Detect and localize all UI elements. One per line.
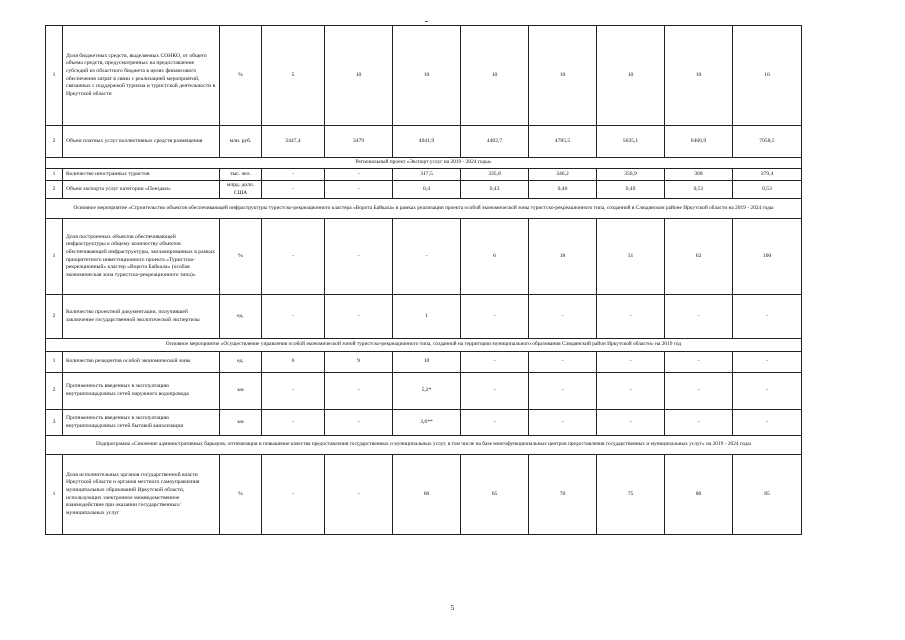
row-number-cell: 2 (46, 295, 63, 339)
value-col-7-cell: - (665, 410, 733, 436)
value-col-7-cell: 10 (665, 26, 733, 126)
value-col-1-cell: - (262, 373, 325, 410)
indicator-name-cell: Протяженность введенных в эксплуатацию внутриплощадочных сетей бытовой канализации (63, 410, 220, 436)
value-col-1-cell: - (262, 219, 325, 295)
value-col-1-cell: - (262, 169, 325, 181)
value-col-3-cell: 5,2* (393, 373, 461, 410)
indicator-name-cell: Объем платных услуг коллективных средств размещения (63, 126, 220, 158)
value-col-7-cell: - (665, 373, 733, 410)
section-header-row (46, 199, 802, 219)
value-col-1-cell: 3447,4 (262, 126, 325, 158)
value-col-8-cell: 0,53 (733, 181, 802, 199)
unit-cell: км (220, 373, 262, 410)
value-col-4-cell: - (461, 373, 529, 410)
value-col-6-cell: 5635,1 (597, 126, 665, 158)
value-col-7-cell: 368 (665, 169, 733, 181)
value-col-8-cell: 10 (733, 26, 802, 126)
unit-cell: % (220, 455, 262, 535)
unit-cell: км (220, 410, 262, 436)
value-col-6-cell: 356,9 (597, 169, 665, 181)
table-row (46, 410, 802, 436)
section-header-row (46, 339, 802, 352)
value-col-1-cell: 5 (262, 26, 325, 126)
value-col-5-cell: 0,46 (529, 181, 597, 199)
value-col-2-cell: - (325, 455, 393, 535)
indicator-name-cell: Доля бюджетных средств, выделяемых СОНКО, от общего объема средств, предусмотренных на предоставление субсидий из областного бюджета в целях финансового обеспечения затрат в связи с реализацией мероприятий, связанных с поддержкой туризма и туристской деятельности в Иркутской области (63, 26, 220, 126)
value-col-2-cell: - (325, 219, 393, 295)
value-col-5-cell: - (529, 295, 597, 339)
value-col-2-cell: 9 (325, 352, 393, 373)
indicator-name-cell: Доля построенных объектов обеспечивающей инфраструктуры к общему количеству объектов обеспечивающей инфраструктуры, запланированных в рамках приоритетного инвестиционного проекта «Туристско-рекреационный» кластер «Ворота Байкала» (особая экономическая зона туристско-рекреационного типа)» (63, 219, 220, 295)
value-col-6-cell: - (597, 352, 665, 373)
value-col-1-cell: - (262, 295, 325, 339)
table-row (46, 181, 802, 199)
row-number-cell: 2 (46, 373, 63, 410)
row-number-cell: 2 (46, 126, 63, 158)
row-number-cell: 1 (46, 219, 63, 295)
value-col-6-cell: - (597, 295, 665, 339)
value-col-8-cell: 379,4 (733, 169, 802, 181)
row-number-cell: 1 (46, 455, 63, 535)
value-col-7-cell: 6466,9 (665, 126, 733, 158)
value-col-1-cell: 6 (262, 352, 325, 373)
value-col-6-cell: - (597, 373, 665, 410)
value-col-8-cell: 7058,5 (733, 126, 802, 158)
value-col-2-cell: - (325, 181, 393, 199)
value-col-5-cell: - (529, 352, 597, 373)
value-col-6-cell: 75 (597, 455, 665, 535)
scan-mark (425, 21, 428, 22)
indicator-name-cell: Объем экспорта услуг категории «Поездки» (63, 181, 220, 199)
indicator-name-cell: Количество проектной документации, получившей заключение государственной экологической экспертизы (63, 295, 220, 339)
value-col-5-cell: 70 (529, 455, 597, 535)
unit-cell: % (220, 26, 262, 126)
unit-cell: тыс. чел. (220, 169, 262, 181)
value-col-1-cell: - (262, 410, 325, 436)
value-col-3-cell: 317,5 (393, 169, 461, 181)
table-row (46, 352, 802, 373)
value-col-6-cell: 31 (597, 219, 665, 295)
value-col-3-cell: 3,6** (393, 410, 461, 436)
value-col-1-cell: - (262, 181, 325, 199)
value-col-8-cell: - (733, 352, 802, 373)
table-row (46, 126, 802, 158)
value-col-6-cell: - (597, 410, 665, 436)
value-col-2-cell: - (325, 373, 393, 410)
indicator-name-cell: Протяженность введенных в эксплуатацию внутриплощадочных сетей наружного водопровода (63, 373, 220, 410)
unit-cell: ед. (220, 352, 262, 373)
section-header-row (46, 158, 802, 169)
unit-cell: млрд. долл. США (220, 181, 262, 199)
value-col-3-cell: - (393, 219, 461, 295)
value-col-3-cell: 4041,9 (393, 126, 461, 158)
value-col-7-cell: 80 (665, 455, 733, 535)
section-title: Региональный проект «Экспорт услуг на 2019 - 2024 годы» (46, 158, 802, 169)
section-title: Основное мероприятие «Строительство объектов обеспечивающей инфраструктуры туристско-рекреационного кластера «Ворота Байкала» в рамках реализации проекта особой экономической зоны туристско-рекреационного типа, созданной в Слюдянском районе Иркутской области на 2019 - 2024 годы (46, 199, 802, 219)
row-number-cell: 1 (46, 352, 63, 373)
section-header-row (46, 436, 802, 455)
indicator-name-cell: Количество иностранных туристов (63, 169, 220, 181)
indicators-table (45, 25, 802, 535)
row-number-cell: 1 (46, 169, 63, 181)
value-col-5-cell: 10 (529, 26, 597, 126)
value-col-6-cell: 0,49 (597, 181, 665, 199)
value-col-2-cell: 3479 (325, 126, 393, 158)
value-col-4-cell: 0,43 (461, 181, 529, 199)
value-col-8-cell: 85 (733, 455, 802, 535)
value-col-4-cell: 4402,7 (461, 126, 529, 158)
value-col-2-cell: - (325, 169, 393, 181)
value-col-3-cell: 0,4 (393, 181, 461, 199)
value-col-3-cell: 60 (393, 455, 461, 535)
table-row (46, 26, 802, 126)
value-col-4-cell: - (461, 410, 529, 436)
table-row (46, 373, 802, 410)
value-col-4-cell: - (461, 352, 529, 373)
value-col-2-cell: - (325, 410, 393, 436)
value-col-5-cell: 4785,5 (529, 126, 597, 158)
value-col-4-cell: 6 (461, 219, 529, 295)
value-col-8-cell: - (733, 373, 802, 410)
value-col-2-cell: 10 (325, 26, 393, 126)
value-col-7-cell: - (665, 352, 733, 373)
value-col-1-cell: - (262, 455, 325, 535)
value-col-7-cell: 62 (665, 219, 733, 295)
value-col-3-cell: 10 (393, 26, 461, 126)
value-col-5-cell: 18 (529, 219, 597, 295)
row-number-cell: 3 (46, 410, 63, 436)
value-col-7-cell: 0,51 (665, 181, 733, 199)
value-col-4-cell: 10 (461, 26, 529, 126)
value-col-8-cell: - (733, 410, 802, 436)
row-number-cell: 1 (46, 26, 63, 126)
value-col-8-cell: - (733, 295, 802, 339)
value-col-5-cell: - (529, 373, 597, 410)
table-row (46, 455, 802, 535)
value-col-3-cell: 1 (393, 295, 461, 339)
page-number: 5 (450, 603, 455, 612)
table-row (46, 219, 802, 295)
value-col-4-cell: - (461, 295, 529, 339)
value-col-7-cell: - (665, 295, 733, 339)
value-col-4-cell: 335,8 (461, 169, 529, 181)
value-col-3-cell: 10 (393, 352, 461, 373)
table-row (46, 295, 802, 339)
value-col-2-cell: - (325, 295, 393, 339)
value-col-4-cell: 65 (461, 455, 529, 535)
value-col-8-cell: 100 (733, 219, 802, 295)
section-title: Подпрограмма «Снижение административных барьеров, оптимизация и повышение качества предоставления государственных и муниципальных услуг, в том числе на базе многофункциональных центров предоставления государственных и муниципальных услуг» на 2019 - 2024 годы (46, 436, 802, 455)
table-row (46, 169, 802, 181)
unit-cell: млн. руб. (220, 126, 262, 158)
unit-cell: ед. (220, 295, 262, 339)
section-title: Основное мероприятие «Осуществление управления особой экономической зоной туристско-рекреационного типа, созданной на территории муниципального образования Слюдянский район Иркутской области» на 2019 год (46, 339, 802, 352)
indicator-name-cell: Количество резидентов особой экономической зоны (63, 352, 220, 373)
value-col-5-cell: 346,2 (529, 169, 597, 181)
value-col-5-cell: - (529, 410, 597, 436)
value-col-6-cell: 10 (597, 26, 665, 126)
row-number-cell: 2 (46, 181, 63, 199)
indicator-name-cell: Доля исполнительных органов государственной власти Иркутской области и органов местного самоуправления муниципальных образований Иркутской области, использующих электронное межведомственное взаимодействие при оказании государственных/муниципальных услуг (63, 455, 220, 535)
unit-cell: % (220, 219, 262, 295)
